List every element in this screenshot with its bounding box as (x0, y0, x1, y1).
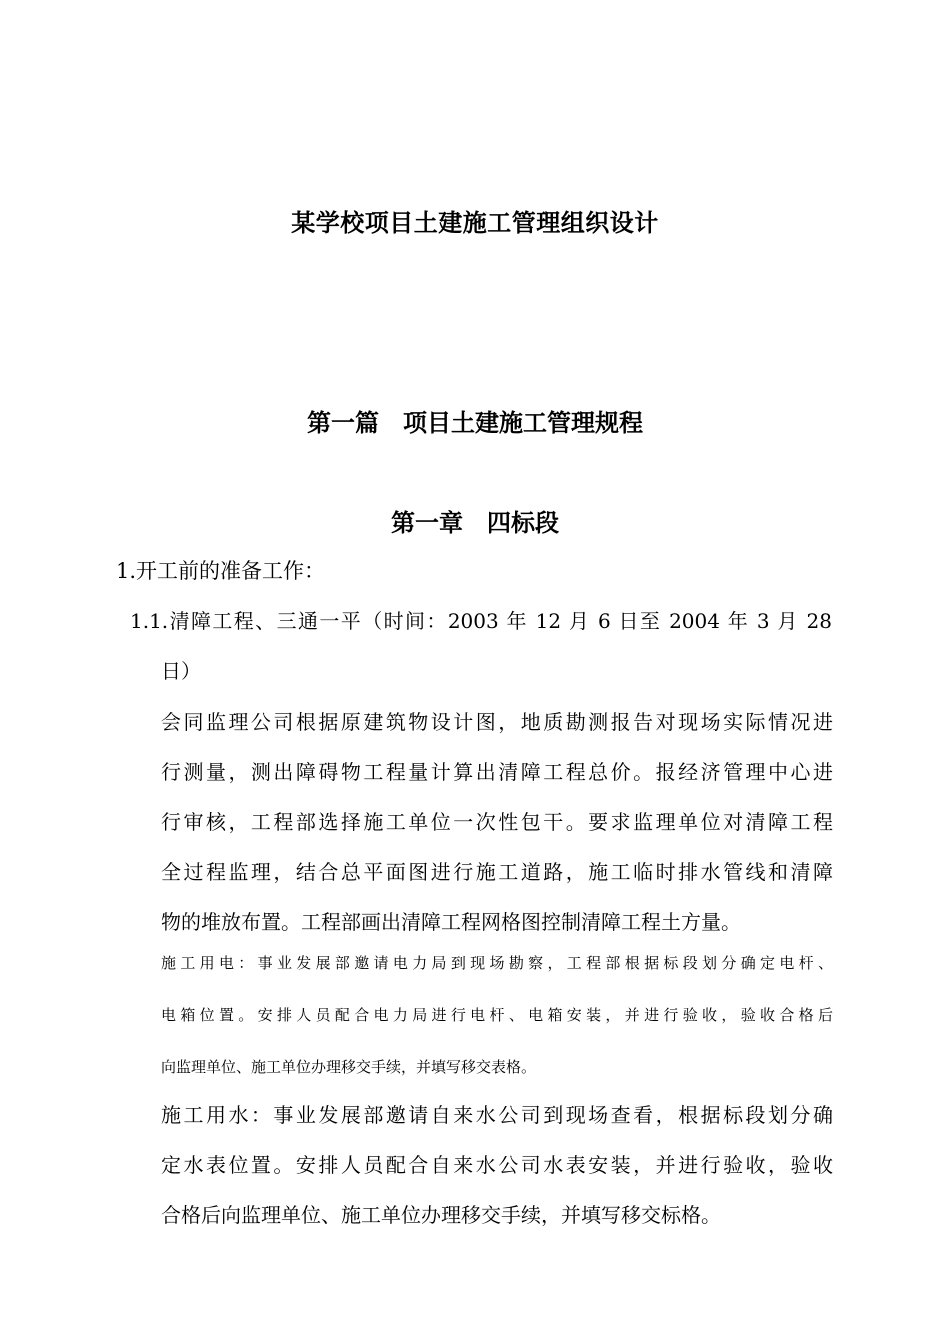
paragraph-line: 定水表位置。安排人员配合自来水公司水表安装，并进行验收，验收 (161, 1153, 833, 1177)
section-heading-1-1: 1.1.清障工程、三通一平（时间：2003 年 12 月 6 日至 2004 年 3 月 28 (130, 609, 832, 633)
paragraph-line: 行审核，工程部选择施工单位一次性包干。要求监理单位对清障工程 (161, 810, 833, 834)
paragraph-power (161, 937, 833, 1093)
section-heading-1: 1.开工前的准备工作： (116, 559, 326, 583)
paragraph-line: 施工用电：事业发展部邀请电力局到现场勘察，工程部根据标段划分确定电杆、 (161, 954, 833, 972)
paragraph-line: 合格后向监理单位、施工单位办理移交手续，并填写移交标格。 (161, 1203, 721, 1227)
part-title: 第一篇 项目土建施工管理规程 (307, 408, 643, 437)
paragraph-line: 物的堆放布置。工程部画出清障工程网格图控制清障工程土方量。 (161, 910, 741, 934)
paragraph-line: 行测量，测出障碍物工程量计算出清障工程总价。报经济管理中心进 (161, 760, 833, 784)
paragraph-water (161, 1090, 833, 1240)
document-title: 某学校项目土建施工管理组织设计 (291, 208, 659, 237)
paragraph-line: 全过程监理，结合总平面图进行施工道路，施工临时排水管线和清障 (161, 860, 833, 884)
paragraph-line: 向监理单位、施工单位办理移交手续，并填写移交表格。 (161, 1058, 537, 1076)
chapter-title: 第一章 四标段 (391, 508, 559, 537)
paragraph-line: 施工用水：事业发展部邀请自来水公司到现场查看，根据标段划分确 (161, 1103, 833, 1127)
paragraph-line: 电箱位置。安排人员配合电力局进行电杆、电箱安装，并进行验收，验收合格后 (161, 1006, 833, 1024)
section-heading-1-1-continued: 日） (161, 659, 201, 683)
paragraph-line: 会同监理公司根据原建筑物设计图，地质勘测报告对现场实际情况进 (161, 710, 833, 734)
paragraph-clearance (161, 697, 833, 947)
